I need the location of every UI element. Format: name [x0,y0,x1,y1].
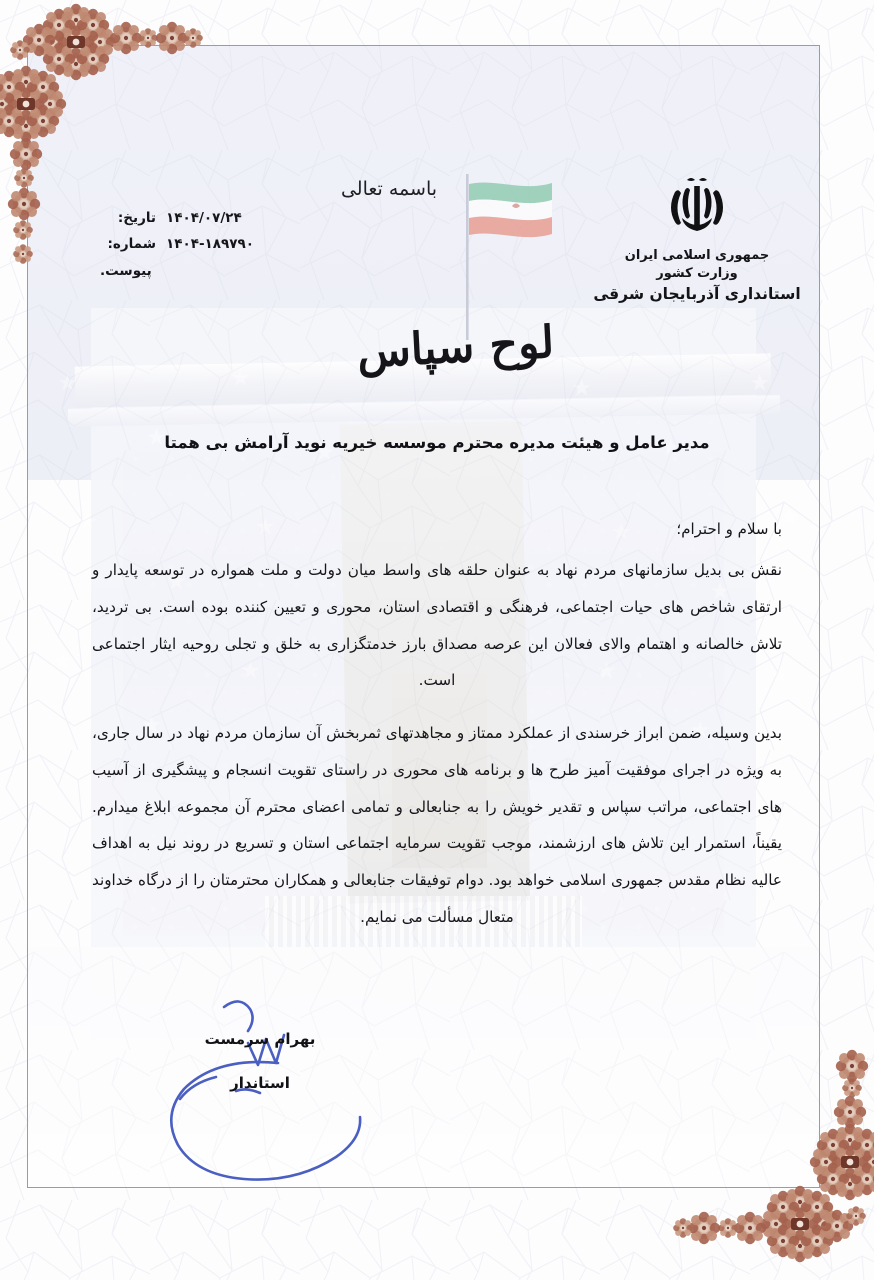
date-value: ۱۴۰۴/۰۷/۲۴ [166,210,242,226]
letter-body [92,520,782,952]
meta-row-attachment [100,258,315,284]
meta-row-number [100,231,315,257]
page-title: لوح سپاس [355,316,556,379]
letterhead-line-3: استانداری آذربایجان شرقی [593,285,801,303]
body-paragraph-1: نقش بی بدیل سازمانهای مردم نهاد به عنوان حلقه های واسط میان دولت و ملت همواره در توسعه پایدار و ارتقای شاخص های حیات اجتماعی، فرهنگی و اقتصادی استان، محوری و تعیین کننده بوده است. بی تردید، تلاش خالصانه و اهتمام والای فعالان این عرصه مصداق بارز خدمتگزاری به خلق و تجلی روحیه ایثار اجتماعی است. [92,561,782,690]
body-paragraph-2: بدین وسیله، ضمن ابراز خرسندی از عملکرد ممتاز و مجاهدتهای ثمربخش آن سازمان مردم نهاد در سال جاری، به ویژه در اجرای موفقیت آمیز طرح ها و برنامه های محوری در راستای تقویت انسجام و پیشگیری از آسیب های اجتماعی، مراتب سپاس و تقدیر خویش را به جنابعالی و تمامی اعضای محترم آن مجموعه ابلاغ میدارم. یقیناً، استمرار این تلاش های ارزشمند، موجب تقویت سرمایه اجتماعی استان و تسریع در روند نیل به اهداف عالیه نظام مقدس جمهوری اسلامی خواهد بود. دوام توفیقات جنابعالی و همکاران محترمتان را از درگاه خداوند متعال مسألت می نمایم. [92,724,782,927]
greeting-line: با سلام و احترام؛ [676,520,782,538]
attachment-label: پیوست. [100,262,152,279]
basmala-text: باسمه تعالی [340,178,438,200]
addressee-line: مدیر عامل و هیئت مدیره محترم موسسه خیریه نوید آرامش بی همتا [164,433,710,452]
meta-row-date [100,205,315,231]
letterhead-line-1: جمهوری اسلامی ایران [624,248,770,263]
date-label: تاریخ: [117,210,156,226]
signature-block [150,1030,370,1092]
number-label: شماره: [107,236,156,253]
letter-meta-block [100,205,315,284]
signer-role: استاندار [230,1074,290,1092]
number-value: ۱۴۰۴-۱۸۹۷۹۰ [166,236,255,253]
signer-name: بهرام سرمست [204,1030,316,1048]
letterhead-block [582,176,812,303]
letterhead-line-2: وزارت کشور [656,266,738,281]
emblem-of-iran-icon [660,176,734,238]
